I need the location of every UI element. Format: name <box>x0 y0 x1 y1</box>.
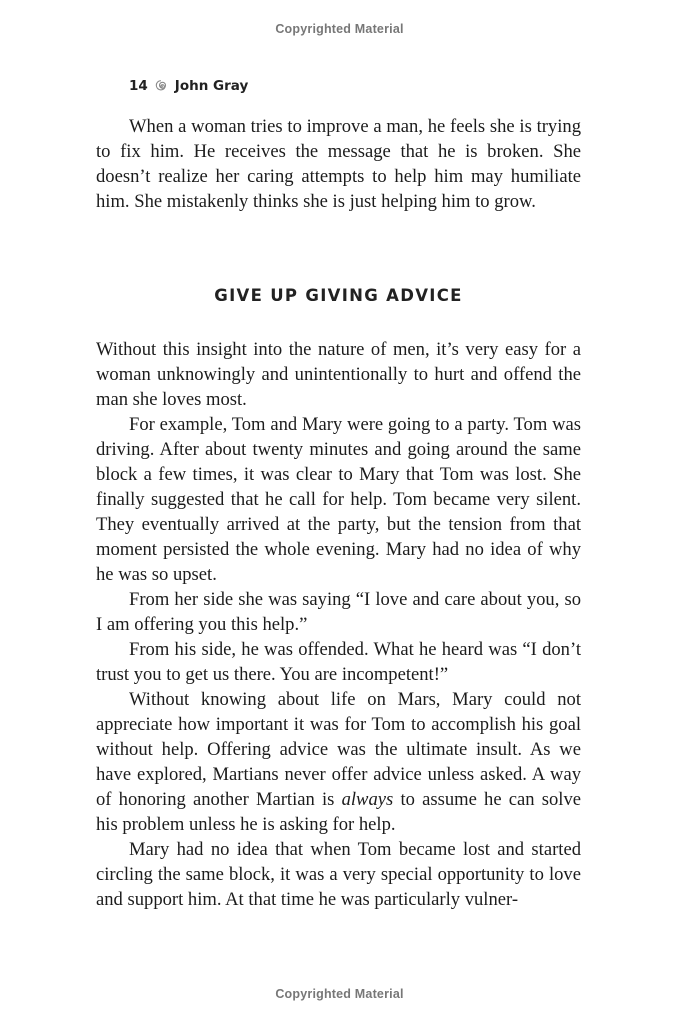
paragraph: When a woman tries to improve a man, he feels she is trying to fix him. He receives the message that he is broken. She doesn’t realize her caring attempts to help him may humiliate him. She mistakenly thinks she is just helping him to grow. <box>96 116 581 212</box>
text-block-intro <box>96 114 581 214</box>
section-heading: GIVE UP GIVING ADVICE <box>214 286 463 305</box>
spiral-ornament-icon <box>154 79 169 94</box>
copyright-watermark-bottom: Copyrighted Material <box>275 987 404 1001</box>
copyright-watermark-top: Copyrighted Material <box>275 22 404 36</box>
paragraph: From her side she was saying “I love and care about you, so I am offering you this help.” <box>96 589 581 635</box>
running-head-author: John Gray <box>174 78 249 94</box>
paragraph: Mary had no idea that when Tom became lost and started circling the same block, it was a very special opportunity to love and support him. At that time he was particularly vulner- <box>96 839 581 910</box>
paragraph-text: Without knowing about life on Mars, Mary could not appreciate how important it was for Tom to accomplish his goal without help. Offering advice was the ultimate insult. As we have explored, Martians never offer advice unless asked. A way of honoring another Martian is <box>96 689 581 810</box>
page-number: 14 <box>129 78 148 94</box>
emphasized-word: always <box>341 789 394 810</box>
paragraph <box>96 687 581 837</box>
paragraph: For example, Tom and Mary were going to a party. Tom was driving. After about twenty minutes and going around the same block a few times, it was clear to Mary that Tom was lost. She finally suggested that he call for help. Tom became very silent. They eventually arrived at the party, but the tension from that moment persisted the whole evening. Mary had no idea of why he was so upset. <box>96 414 581 585</box>
text-block-main <box>96 337 581 912</box>
paragraph-text: to assume he can solve his problem unless he is asking for help. <box>96 789 581 835</box>
paragraph: Without this insight into the nature of men, it’s very easy for a woman unknowingly and unintentionally to hurt and offend the man she loves most. <box>96 339 581 410</box>
running-head <box>129 76 248 96</box>
paragraph: From his side, he was offended. What he heard was “I don’t trust you to get us there. You are incompetent!” <box>96 639 581 685</box>
